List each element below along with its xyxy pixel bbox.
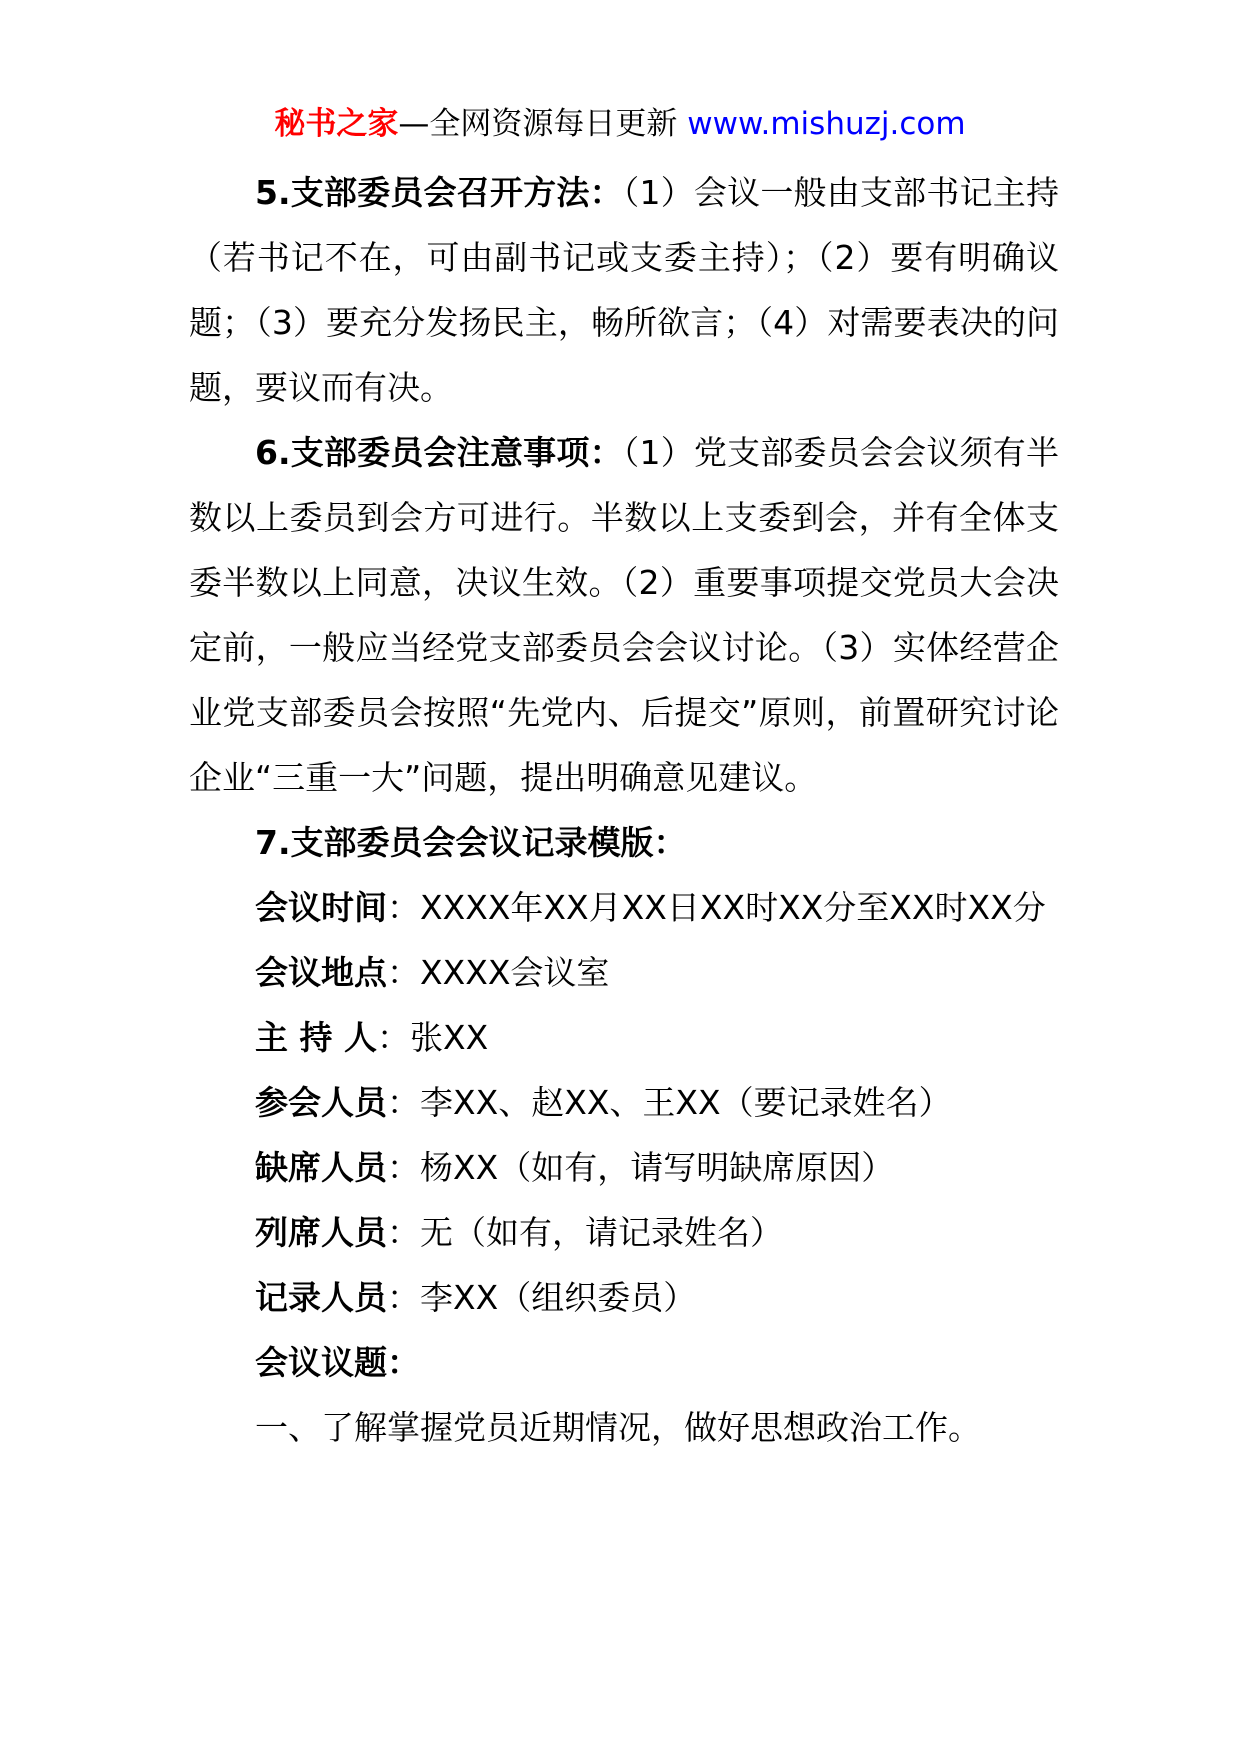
- field-label: 缺席人员: [255, 1148, 387, 1187]
- field-value: ：杨XX（如有，请写明缺席原因）: [387, 1148, 895, 1187]
- field-label: 记录人员: [255, 1278, 387, 1317]
- site-tagline: —全网资源每日更新: [398, 106, 688, 142]
- field-value: ：XXXX会议室: [387, 953, 610, 992]
- field-value: ：XXXX年XX月XX日XX时XX分至XX时XX分: [387, 888, 1046, 927]
- field-label: 会议地点: [255, 953, 387, 992]
- field-label: 主 持 人: [255, 1018, 377, 1057]
- site-url-link[interactable]: www.mishuzj.com: [687, 106, 966, 142]
- field-value: ：李XX、赵XX、王XX（要记录姓名）: [387, 1083, 952, 1122]
- field-host: [189, 1005, 1059, 1070]
- field-label: 会议时间: [255, 888, 387, 927]
- field-attendees: [189, 1070, 1059, 1135]
- section-6-text: （1）党支部委员会会议须有半数以上委员到会方可进行。半数以上支委到会，并有全体支委半数以上同意，决议生效。（2）重要事项提交党员大会决定前，一般应当经党支部委员会会议讨论。（3）实体经营企业党支部委员会按照“先党内、后提交”原则，前置研究讨论企业“三重一大”问题，提出明确意见建议。: [189, 433, 1060, 797]
- field-meeting-time: [189, 875, 1059, 940]
- field-label: 列席人员: [255, 1213, 387, 1252]
- site-brand: 秘书之家: [274, 106, 399, 142]
- field-absentees: [189, 1135, 1059, 1200]
- section-6-heading: 6.支部委员会注意事项：: [255, 433, 623, 472]
- field-label: 参会人员: [255, 1083, 387, 1122]
- section-7-heading: 7.支部委员会会议记录模版：: [255, 823, 687, 862]
- field-meeting-place: [189, 940, 1059, 1005]
- section-6-paragraph: [189, 420, 1059, 810]
- field-value: ：李XX（组织委员）: [387, 1278, 697, 1317]
- topics-heading: 会议议题：: [255, 1343, 420, 1382]
- field-observers: [189, 1200, 1059, 1265]
- section-5-paragraph: [189, 160, 1059, 420]
- site-header: [0, 104, 1240, 144]
- field-recorder: [189, 1265, 1059, 1330]
- field-value: ：张XX: [376, 1018, 489, 1057]
- field-value: ：无（如有，请记录姓名）: [387, 1213, 783, 1252]
- document-body: [189, 160, 1059, 1460]
- section-5-heading: 5.支部委员会召开方法：: [255, 173, 623, 212]
- section-5-text: （1）会议一般由支部书记主持（若书记不在，可由副书记或支委主持）；（2）要有明确议题；（3）要充分发扬民主，畅所欲言；（4）对需要表决的问题，要议而有决。: [189, 173, 1060, 407]
- topic-item-1: 一、了解掌握党员近期情况，做好思想政治工作。: [255, 1408, 981, 1447]
